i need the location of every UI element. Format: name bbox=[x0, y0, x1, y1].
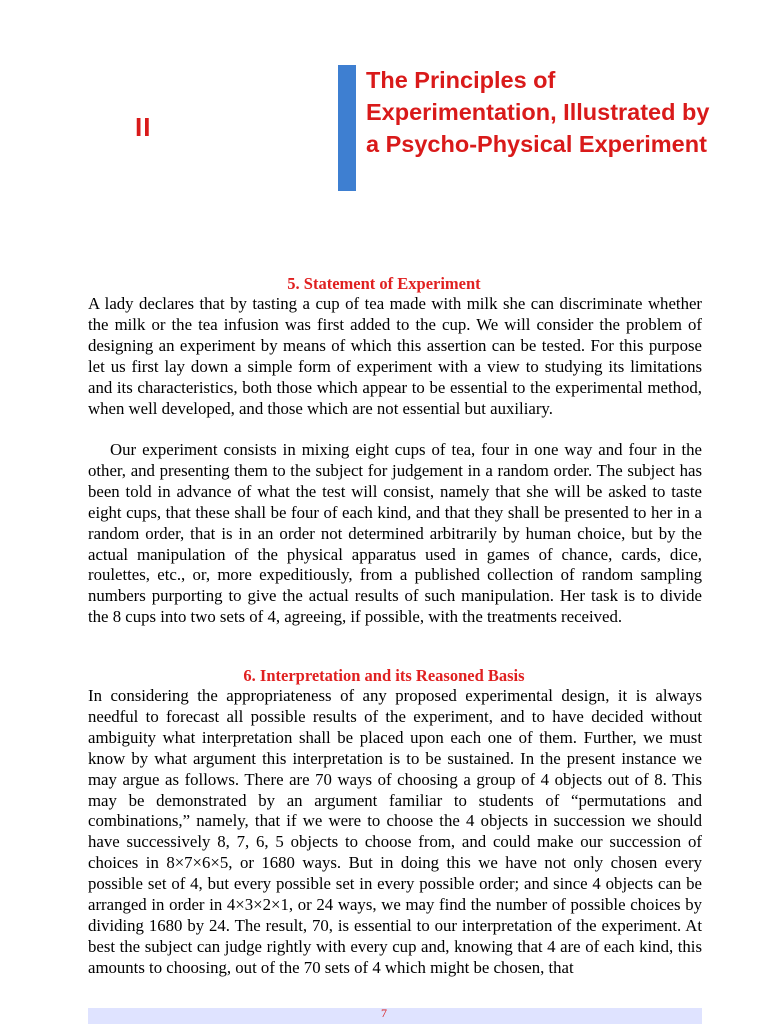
section-6-paragraph-1: In considering the appropriateness of any proposed experimental design, it is always needful to forecast all possible results of the experiment, and to have decided without ambiguity what interpretation shall be placed upon each one of them. Further, we must know by what argument this interpretation is to be sustained. In the present instance we may argue as follows. There are 70 ways of choosing a group of 4 objects out of 8. This may be demonstrated by an argument familiar to students of “permutations and combinations,” namely, that if we were to choose the 4 objects in succession we should have successively 8, 7, 6, 5 objects to choose from, and could make our succession of choices in 8×7×6×5, or 1680 ways. But in doing this we have not only chosen every possible set of 4, but every possible set in every possible order; and since 4 objects can be arranged in order in 4×3×2×1, or 24 ways, we may find the number of possible choices by dividing 1680 by 24. The result, 70, is essential to our interpretation of the experiment. At best the subject can judge rightly with every cup and, knowing that 4 are of each kind, this amounts to choosing, out of the 70 sets of 4 which might be chosen, that bbox=[88, 686, 702, 977]
section-heading-6: 6. Interpretation and its Reasoned Basis bbox=[243, 666, 525, 685]
section-heading-5: 5. Statement of Experiment bbox=[287, 274, 481, 293]
chapter-number: II bbox=[135, 112, 152, 142]
title-accent-bar bbox=[338, 65, 356, 191]
page-number: 7 bbox=[381, 1006, 387, 1020]
chapter-title: The Principles of Experimentation, Illustrated by a Psycho-Physical Experiment bbox=[366, 67, 710, 157]
section-5-paragraph-1: A lady declares that by tasting a cup of tea made with milk she can discriminate whether the milk or the tea infusion was first added to the cup. We will consider the problem of designing an experiment by means of which this assertion can be tested. For this purpose let us first lay down a simple form of experiment with a view to studying its limitations and its characteristics, both those which appear to be essential to the experimental method, when well developed, and those which are not essential but auxiliary. bbox=[88, 294, 702, 418]
section-5-paragraph-2: Our experiment consists in mixing eight cups of tea, four in one way and four in the other, and presenting them to the subject for judgement in a random order. The subject has been told in advance of what the test will consist, namely that she will be asked to taste eight cups, that these shall be four of each kind, and that they shall be presented to her in a random order, that is in an order not determined arbitrarily by human choice, but by the actual manipulation of the physical apparatus used in games of chance, cards, dice, roulettes, etc., or, more expeditiously, from a published collection of random sampling numbers purporting to give the actual results of such manipulation. Her task is to divide the 8 cups into two sets of 4, agreeing, if possible, with the treatments received. bbox=[88, 440, 702, 627]
